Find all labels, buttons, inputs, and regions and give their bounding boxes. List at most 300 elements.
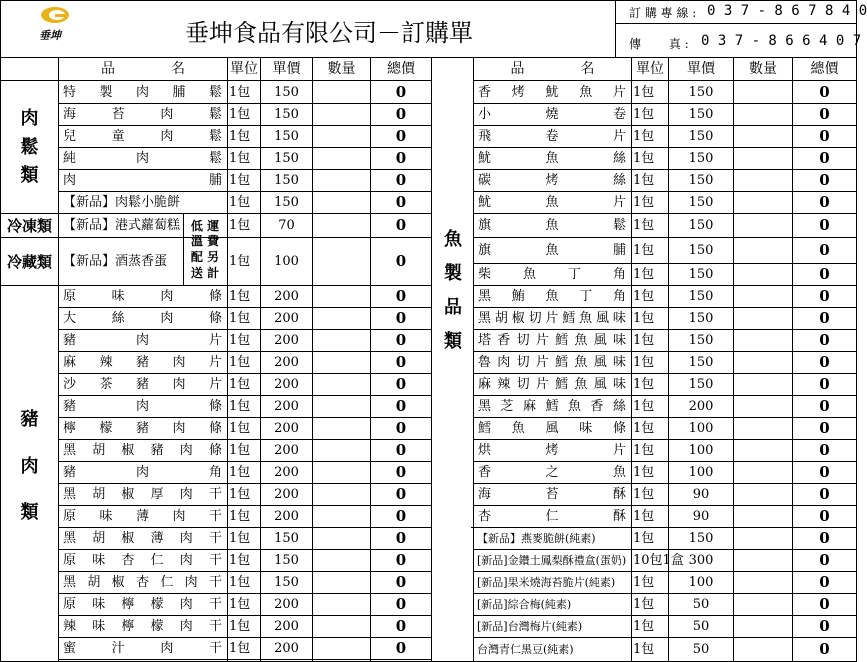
- item-price: 200: [274, 596, 299, 612]
- item-name: 大 絲 肉 條: [63, 310, 222, 326]
- item-price: 50: [692, 641, 710, 657]
- item-name: 台灣青仁黑豆(純素): [477, 642, 574, 656]
- category-char: 肉: [20, 455, 39, 477]
- quantity-input[interactable]: [313, 373, 370, 395]
- item-price: 150: [688, 194, 714, 210]
- column-header: 數量: [749, 61, 777, 77]
- item-price: 200: [274, 288, 299, 304]
- item-total: 0: [819, 594, 830, 613]
- item-total: 0: [819, 126, 830, 145]
- item-total: 0: [395, 506, 407, 525]
- item-unit: 1包: [229, 420, 251, 436]
- item-price: 100: [688, 442, 714, 458]
- quantity-input[interactable]: [313, 527, 370, 549]
- item-unit: 10包1盒: [633, 552, 684, 568]
- quantity-input[interactable]: [313, 285, 370, 307]
- item-price: 90: [692, 486, 710, 502]
- item-unit: 1包: [633, 618, 655, 634]
- item-unit: 1包: [633, 508, 655, 524]
- quantity-input[interactable]: [313, 103, 370, 125]
- logo-text: 垂坤: [39, 29, 61, 42]
- item-total: 0: [819, 148, 830, 167]
- item-name: 旗 魚 鬆: [478, 217, 626, 233]
- item-price: 50: [692, 618, 710, 634]
- item-unit: 1包: [633, 486, 655, 502]
- item-unit: 1包: [633, 150, 655, 166]
- quantity-input[interactable]: [734, 615, 792, 637]
- item-unit: 1包: [229, 640, 251, 656]
- grid-line: [58, 659, 431, 660]
- category-char: 類: [20, 502, 39, 524]
- item-total: 0: [395, 594, 407, 613]
- grid-line: [1, 213, 58, 214]
- fax-value: 0 3 7 - 8 6 6 4 0 7: [701, 33, 862, 49]
- quantity-input[interactable]: [734, 637, 792, 661]
- item-name: 香 之 魚: [478, 464, 626, 480]
- item-unit: 1包: [229, 310, 251, 326]
- item-name: 原 味 肉 條: [63, 288, 222, 304]
- item-total: 0: [395, 82, 407, 101]
- quantity-input[interactable]: [734, 483, 792, 505]
- item-name: 旗 魚 脯: [478, 242, 626, 258]
- item-total: 0: [395, 418, 407, 437]
- item-name: 檸 檬 豬 肉 條: [63, 420, 222, 436]
- item-unit: 1包: [633, 442, 655, 458]
- item-name: 兒 童 肉 鬆: [63, 128, 222, 144]
- item-price: 150: [688, 376, 714, 392]
- item-price: 100: [688, 574, 714, 590]
- item-name: [新品]綜合梅(純素): [477, 597, 572, 611]
- item-price: 90: [692, 508, 710, 524]
- item-unit: 1包: [633, 398, 655, 414]
- item-unit: 1包: [229, 398, 251, 414]
- grid-line: [1, 285, 431, 286]
- quantity-input[interactable]: [313, 417, 370, 439]
- item-unit: 1包: [633, 596, 655, 612]
- item-price: 150: [688, 354, 714, 370]
- grid-line: [473, 58, 474, 661]
- item-unit: 1包: [229, 574, 251, 590]
- item-price: 150: [688, 310, 714, 326]
- item-unit: 1包: [229, 332, 251, 348]
- item-name: 黑 胡 椒 豬 肉 條: [63, 442, 222, 458]
- quantity-input[interactable]: [734, 351, 792, 373]
- item-name: 特 製 肉 脯 鬆: [63, 84, 222, 100]
- item-total: 0: [395, 484, 407, 503]
- item-total: 0: [395, 170, 407, 189]
- item-price: 150: [274, 150, 299, 166]
- item-total: 0: [395, 251, 407, 270]
- item-unit: 1包: [633, 266, 655, 282]
- column-header: 總價: [810, 61, 839, 77]
- item-total: 0: [395, 126, 407, 145]
- item-total: 0: [395, 616, 407, 635]
- column-header: 品 名: [101, 61, 185, 77]
- category-refrigerated: 冷藏類: [6, 253, 52, 271]
- item-total: 0: [819, 170, 830, 189]
- quantity-input[interactable]: [313, 81, 370, 103]
- item-price: 200: [274, 398, 299, 414]
- item-unit: 1包: [229, 354, 251, 370]
- item-total: 0: [819, 82, 830, 101]
- item-unit: 1包: [633, 354, 655, 370]
- item-total: 0: [395, 440, 407, 459]
- quantity-input[interactable]: [734, 439, 792, 461]
- category-meat-floss: [1, 83, 58, 213]
- item-price: 150: [274, 106, 299, 122]
- quantity-input[interactable]: [313, 461, 370, 483]
- item-unit: 1包: [633, 574, 655, 590]
- grid-line: [260, 58, 261, 661]
- item-name: 魷 魚 絲: [478, 150, 626, 166]
- quantity-input[interactable]: [734, 461, 792, 483]
- quantity-input[interactable]: [313, 213, 370, 237]
- item-name: 碳 烤 絲: [478, 172, 626, 188]
- item-total: 0: [819, 506, 830, 525]
- category-char: 肉: [20, 107, 39, 129]
- item-unit: 1包: [229, 288, 251, 304]
- item-total: 0: [819, 330, 830, 349]
- item-price: 200: [274, 420, 299, 436]
- category-char: 魚: [444, 228, 462, 250]
- item-total: 0: [395, 550, 407, 569]
- quantity-input[interactable]: [734, 373, 792, 395]
- item-name: 海 苔 酥: [478, 486, 626, 502]
- quantity-input[interactable]: [313, 395, 370, 417]
- item-price: 150: [274, 530, 299, 546]
- category-char: 鬆: [20, 136, 39, 158]
- item-total: 0: [819, 616, 830, 635]
- category-char: 製: [444, 262, 462, 284]
- item-name: [新品]台灣梅片(純素): [477, 619, 583, 633]
- item-total: 0: [819, 352, 830, 371]
- item-unit: 1包: [633, 242, 655, 258]
- quantity-input[interactable]: [313, 237, 370, 285]
- item-total: 0: [819, 418, 830, 437]
- item-unit: 1包: [229, 508, 251, 524]
- item-price: 150: [688, 217, 714, 233]
- quantity-input[interactable]: [313, 505, 370, 527]
- category-pork: [1, 387, 58, 547]
- item-unit: 1包: [633, 172, 655, 188]
- item-name: 肉 脯: [63, 172, 222, 188]
- item-name: 烘 烤 片: [478, 442, 626, 458]
- item-price: 200: [274, 640, 299, 656]
- item-unit: 1包: [633, 376, 655, 392]
- item-price: 150: [274, 84, 299, 100]
- item-name: 【新品】燕麥脆餅(純素): [477, 531, 596, 545]
- item-price: 150: [274, 552, 299, 568]
- item-price: 200: [688, 398, 714, 414]
- item-price: 50: [692, 596, 710, 612]
- item-total: 0: [395, 462, 407, 481]
- item-name: 塔 香 切 片 鱈 魚 風 味: [478, 332, 626, 348]
- category-char: 類: [20, 165, 39, 187]
- quantity-input[interactable]: [313, 147, 370, 169]
- item-price: 100: [688, 464, 714, 480]
- item-name: 柴 魚 丁 角: [478, 266, 626, 282]
- quantity-input[interactable]: [734, 285, 792, 307]
- item-unit: 1包: [229, 150, 251, 166]
- item-price: 150: [274, 574, 299, 590]
- item-total: 0: [819, 264, 830, 283]
- item-name: 純 肉 鬆: [63, 150, 222, 166]
- item-price: 150: [688, 172, 714, 188]
- item-unit: 1包: [633, 641, 655, 657]
- item-price: 150: [688, 288, 714, 304]
- item-total: 0: [819, 396, 830, 415]
- item-price: 150: [274, 172, 299, 188]
- item-unit: 1包: [229, 596, 251, 612]
- item-name: 黑 胡 椒 薄 肉 干: [63, 530, 222, 546]
- item-price: 150: [688, 150, 714, 166]
- item-total: 0: [819, 572, 830, 591]
- category-char: 豬: [20, 408, 39, 430]
- item-unit: 1包: [229, 530, 251, 546]
- category-frozen: 冷凍類: [6, 217, 52, 235]
- item-name: 蜜 汁 肉 干: [63, 640, 222, 656]
- item-name: 原 味 杏 仁 肉 干: [63, 552, 222, 568]
- item-name: 【新品】酒蒸香蛋: [63, 253, 168, 269]
- quantity-input[interactable]: [734, 571, 792, 593]
- item-price: 200: [274, 310, 299, 326]
- item-unit: 1包: [229, 618, 251, 634]
- quantity-input[interactable]: [734, 191, 792, 213]
- item-price: 150: [688, 242, 714, 258]
- item-price: 200: [274, 376, 299, 392]
- column-header: 單價: [687, 61, 715, 77]
- column-header: 單位: [230, 61, 258, 77]
- item-total: 0: [819, 215, 830, 234]
- category-fish: [433, 191, 473, 391]
- item-total: 0: [395, 352, 407, 371]
- item-price: 100: [688, 420, 714, 436]
- item-unit: 1包: [633, 217, 655, 233]
- item-price: 150: [688, 106, 714, 122]
- grid-line: [471, 527, 856, 528]
- quantity-input[interactable]: [313, 483, 370, 505]
- grid-line: [58, 58, 59, 661]
- item-unit: 1包: [229, 253, 251, 269]
- quantity-input[interactable]: [313, 439, 370, 461]
- item-name: 沙 茶 豬 肉 片: [63, 376, 222, 392]
- item-price: 300: [688, 552, 714, 568]
- shipping-note: [183, 215, 227, 285]
- quantity-input[interactable]: [734, 263, 792, 285]
- item-unit: 1包: [229, 442, 251, 458]
- hotline-label: 訂 購 專 線 :: [629, 6, 697, 20]
- quantity-input[interactable]: [313, 307, 370, 329]
- item-name: 鱈 魚 風 味 條: [478, 420, 626, 436]
- quantity-input[interactable]: [734, 81, 792, 103]
- item-name: 麻 辣 豬 肉 片: [63, 354, 222, 370]
- company-logo: [35, 3, 75, 41]
- quantity-input[interactable]: [734, 593, 792, 615]
- item-name: 原 味 薄 肉 干: [63, 508, 222, 524]
- item-name: 黑 胡 椒 厚 肉 干: [63, 486, 222, 502]
- item-name: 原 味 檸 檬 肉 干: [63, 596, 222, 612]
- item-name: 豬 肉 條: [63, 398, 222, 414]
- item-total: 0: [395, 215, 407, 234]
- item-name: 黑 胡 椒 杏 仁 肉 干: [63, 574, 222, 590]
- quantity-input[interactable]: [313, 615, 370, 637]
- item-unit: 1包: [229, 486, 251, 502]
- item-total: 0: [819, 462, 830, 481]
- hotline-value: 0 3 7 - 8 6 7 8 4 0: [707, 3, 867, 19]
- item-unit: 1包: [633, 332, 655, 348]
- item-name: 海 苔 肉 鬆: [63, 106, 222, 122]
- quantity-input[interactable]: [734, 329, 792, 351]
- item-name: 小 燒 卷: [478, 106, 626, 122]
- item-unit: 1包: [229, 552, 251, 568]
- item-total: 0: [395, 528, 407, 547]
- item-total: 0: [819, 374, 830, 393]
- item-price: 200: [274, 354, 299, 370]
- item-name: 魯 肉 切 片 鱈 魚 風 味: [478, 354, 626, 370]
- item-name: 魷 魚 片: [478, 194, 626, 210]
- quantity-input[interactable]: [734, 147, 792, 169]
- item-name: 黑 鮪 魚 丁 角: [478, 288, 626, 304]
- quantity-input[interactable]: [313, 329, 370, 351]
- item-unit: 1包: [633, 464, 655, 480]
- shipping-note-line: 低 運: [190, 218, 220, 233]
- quantity-input[interactable]: [313, 549, 370, 571]
- item-total: 0: [395, 308, 407, 327]
- item-price: 150: [688, 84, 714, 100]
- item-total: 0: [819, 308, 830, 327]
- grid-line: [431, 58, 432, 661]
- item-price: 150: [274, 194, 299, 210]
- item-name: 黑 芝 麻 鱈 魚 香 絲: [478, 398, 626, 414]
- item-name: [新品]金鑽土鳳梨酥禮盒(蛋奶): [477, 553, 627, 567]
- item-unit: 1包: [229, 172, 251, 188]
- item-unit: 1包: [633, 84, 655, 100]
- item-total: 0: [819, 639, 830, 658]
- item-price: 200: [274, 618, 299, 634]
- grid-line: [668, 58, 669, 661]
- item-price: 150: [688, 266, 714, 282]
- item-name: 香 烤 魷 魚 片: [478, 84, 626, 100]
- item-unit: 1包: [229, 217, 251, 233]
- quantity-input[interactable]: [734, 169, 792, 191]
- item-name: 【新品】港式蘿蔔糕: [63, 217, 181, 233]
- item-price: 150: [688, 128, 714, 144]
- item-name: 飛 卷 片: [478, 128, 626, 144]
- item-name: 豬 肉 片: [63, 332, 222, 348]
- item-unit: 1包: [633, 530, 655, 546]
- item-total: 0: [395, 638, 407, 657]
- quantity-input[interactable]: [734, 505, 792, 527]
- column-header: 單位: [636, 61, 664, 77]
- grid-line: [792, 58, 793, 661]
- item-unit: 1包: [633, 106, 655, 122]
- item-name: [新品]果米燒海苔脆片(純素): [477, 575, 616, 589]
- grid-line: [227, 58, 228, 661]
- quantity-input[interactable]: [313, 351, 370, 373]
- item-unit: 1包: [633, 420, 655, 436]
- column-header: 數量: [327, 61, 356, 77]
- item-unit: 1包: [229, 194, 251, 210]
- item-price: 150: [688, 332, 714, 348]
- item-price: 150: [688, 530, 714, 546]
- quantity-input[interactable]: [734, 103, 792, 125]
- quantity-input[interactable]: [734, 417, 792, 439]
- item-name: 麻 辣 切 片 鱈 魚 風 味: [478, 376, 626, 392]
- item-total: 0: [819, 550, 830, 569]
- quantity-input[interactable]: [734, 125, 792, 147]
- grid-line: [631, 58, 632, 661]
- item-price: 70: [278, 217, 295, 233]
- company-title: 垂坤食品有限公司－訂購單: [185, 19, 473, 47]
- grid-line: [312, 58, 313, 661]
- quantity-input[interactable]: [313, 571, 370, 593]
- column-header: 總價: [387, 61, 415, 77]
- item-price: 200: [274, 486, 299, 502]
- item-unit: 1包: [229, 376, 251, 392]
- item-price: 200: [274, 464, 299, 480]
- item-price: 200: [274, 508, 299, 524]
- item-unit: 1包: [229, 84, 251, 100]
- quantity-input[interactable]: [734, 527, 792, 549]
- item-name: 辣 味 檸 檬 肉 干: [63, 618, 222, 634]
- quantity-input[interactable]: [734, 549, 792, 571]
- item-price: 200: [274, 332, 299, 348]
- item-total: 0: [819, 240, 830, 259]
- grid-line: [183, 213, 184, 285]
- quantity-input[interactable]: [734, 395, 792, 417]
- item-total: 0: [395, 330, 407, 349]
- item-total: 0: [819, 192, 830, 211]
- item-name: 黑 胡 椒 切 片 鱈 魚 風 味: [478, 310, 626, 326]
- item-name: 杏 仁 酥: [478, 508, 626, 524]
- quantity-input[interactable]: [734, 213, 792, 237]
- item-name: 【新品】肉鬆小脆餅: [63, 194, 181, 210]
- item-total: 0: [395, 286, 407, 305]
- item-price: 200: [274, 442, 299, 458]
- item-total: 0: [395, 104, 407, 123]
- grid-line: [370, 58, 371, 661]
- quantity-input[interactable]: [313, 191, 370, 213]
- item-total: 0: [819, 286, 830, 305]
- column-header: 品 名: [510, 61, 595, 77]
- item-total: 0: [819, 104, 830, 123]
- item-total: 0: [819, 440, 830, 459]
- shipping-note-line: 溫 費: [190, 234, 220, 249]
- quantity-input[interactable]: [313, 637, 370, 659]
- fax-label: 傳 真 :: [629, 37, 689, 51]
- category-char: 品: [444, 297, 462, 318]
- quantity-input[interactable]: [734, 237, 792, 263]
- item-unit: 1包: [633, 194, 655, 210]
- item-unit: 1包: [229, 106, 251, 122]
- column-header: 單價: [272, 61, 301, 77]
- quantity-input[interactable]: [313, 593, 370, 615]
- item-total: 0: [395, 148, 407, 167]
- item-unit: 1包: [633, 288, 655, 304]
- item-unit: 1包: [633, 128, 655, 144]
- quantity-input[interactable]: [313, 169, 370, 191]
- item-total: 0: [819, 484, 830, 503]
- item-price: 150: [274, 128, 299, 144]
- item-name: 豬 肉 角: [63, 464, 222, 480]
- item-unit: 1包: [229, 464, 251, 480]
- item-price: 100: [274, 253, 299, 269]
- item-unit: 1包: [633, 310, 655, 326]
- item-total: 0: [819, 528, 830, 547]
- quantity-input[interactable]: [734, 307, 792, 329]
- quantity-input[interactable]: [313, 125, 370, 147]
- shipping-note-line: 送 計: [190, 265, 220, 280]
